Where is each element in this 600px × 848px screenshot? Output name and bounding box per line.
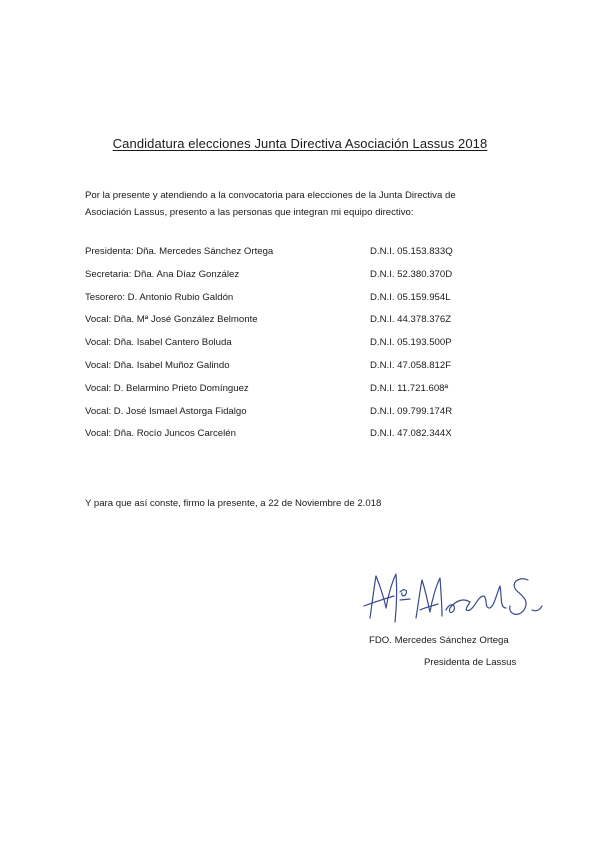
member-row xyxy=(85,244,515,267)
member-row xyxy=(85,358,515,381)
member-row xyxy=(85,404,515,427)
intro-line: Asociación Lassus, presento a las personas que integran mi equipo directivo: xyxy=(85,207,414,218)
member-role-name: Secretaria: Dña. Ana Díaz González xyxy=(85,268,240,280)
member-dni: D.N.I. 47.058.812F xyxy=(370,359,452,371)
member-dni: D.N.I. 44.378.376Z xyxy=(370,314,452,326)
member-row xyxy=(85,335,515,358)
member-dni: D.N.I. 05.193.500P xyxy=(370,337,452,349)
intro-line: Por la presente y atendiendo a la convocatoria para elecciones de la Junta Directiva de xyxy=(85,190,456,201)
member-row xyxy=(85,381,515,404)
member-row xyxy=(85,290,515,313)
member-dni: D.N.I. 47.082.344X xyxy=(370,428,452,440)
member-dni: D.N.I. 05.153.833Q xyxy=(370,246,453,257)
member-row xyxy=(85,312,515,335)
member-dni: D.N.I. 05.159.954L xyxy=(370,291,451,303)
member-role-name: Presidenta: Dña. Mercedes Sánchez Ortega xyxy=(85,246,274,257)
member-row xyxy=(85,426,515,449)
member-role-name: Vocal: D. José Ismael Astorga Fidalgo xyxy=(85,405,247,417)
members-list xyxy=(85,244,515,449)
member-role-name: Vocal: Dña. Rocío Juncos Carcelén xyxy=(85,428,236,440)
member-dni: D.N.I. 09.799.174R xyxy=(370,405,453,417)
member-role-name: Vocal: D. Belarmino Prieto Domínguez xyxy=(85,382,249,394)
document-title-text: Candidatura elecciones Junta Directiva Asociación Lassus 2018 xyxy=(112,136,488,151)
member-dni: D.N.I. 52.380.370D xyxy=(370,268,453,280)
signatory-role: Presidenta de Lassus xyxy=(424,657,517,668)
handwritten-signature xyxy=(360,566,550,636)
signatory-name: FDO. Mercedes Sánchez Ortega xyxy=(369,635,509,646)
member-role-name: Tesorero: D. Antonio Rubio Galdón xyxy=(85,291,234,303)
member-role-name: Vocal: Dña. Isabel Cantero Boluda xyxy=(85,337,232,349)
member-dni: D.N.I. 11.721.608ª xyxy=(370,382,449,394)
member-row xyxy=(85,267,515,290)
member-role-name: Vocal: Dña. Mª José González Belmonte xyxy=(85,314,258,326)
intro-paragraph xyxy=(85,187,525,221)
document-title xyxy=(0,136,600,151)
closing-statement: Y para que así conste, firmo la presente, a 22 de Noviembre de 2.018 xyxy=(85,498,382,509)
member-role-name: Vocal: Dña. Isabel Muñoz Galindo xyxy=(85,359,230,371)
